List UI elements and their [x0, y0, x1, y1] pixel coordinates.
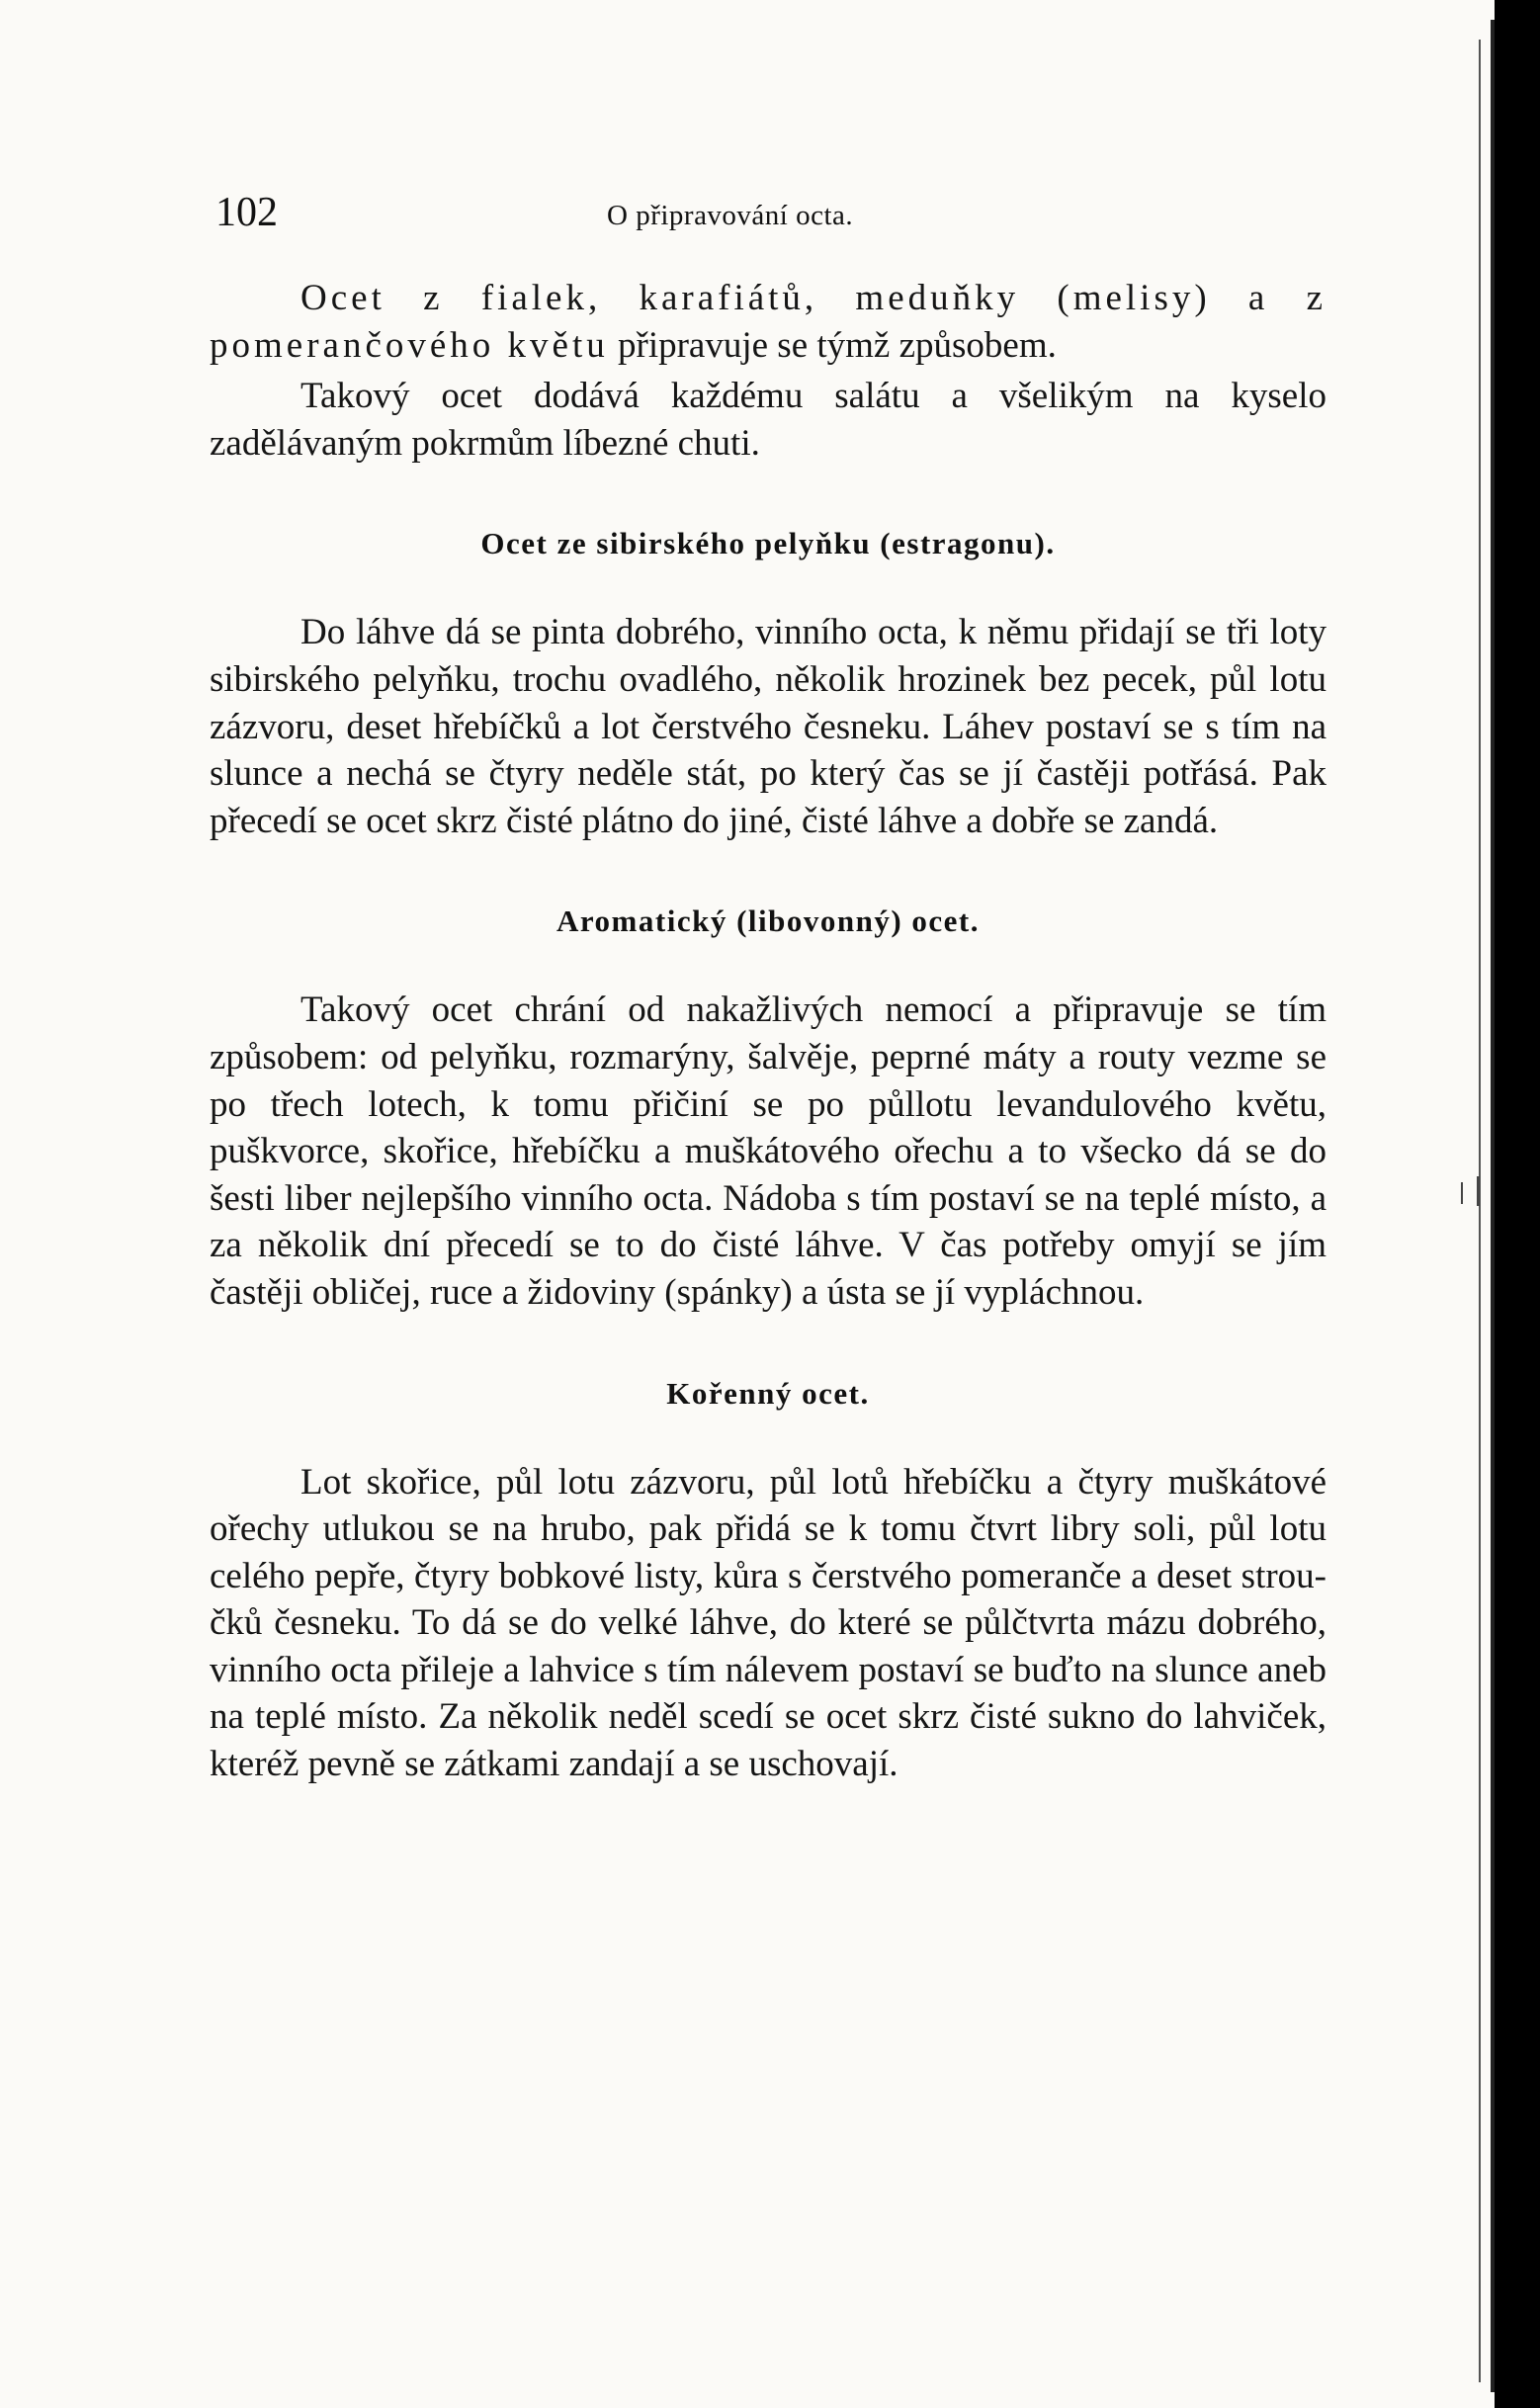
- right-margin-rule-inner: [1479, 40, 1481, 2382]
- page-body: [210, 275, 1326, 1788]
- section-title-spiced: Kořenný ocet.: [666, 1375, 870, 1411]
- section-text-aromatic: Takový ocet chrání od nakažlivých nemocí a připravuje se tím způsobem: od pelyňku, rozmarýny, šalvěje, peprné máty a routy vezme se po třech lotech, k tomu přičiní se po půllotu levandulového květu, puškvorce, skořice, hřebíčku a muškátového ořechu a to všecko dá se do šesti liber nejlepšího vinního octa. Nádoba s tím postaví se na teplé místo, a za několik dní přecedí se to do čisté láhve. V čas potřeby omyjí se jím častěji obličej, ruce a židoviny (spánky) a ústa se jí vypláchnou.: [210, 989, 1326, 1313]
- intro-paragraph: [210, 275, 1326, 369]
- running-title: O připravování octa.: [607, 200, 854, 231]
- intro-rest-text: připravuje se týmž způsobem.: [608, 324, 1057, 366]
- margin-speck: [1461, 1182, 1463, 1204]
- section-text-estragon: Do láhve dá se pinta dobrého, vinního octa, k němu přidají se tři loty sibirského pelyňku, trochu ovadlého, několik hrozinek bez pecek, půl lotu zázvoru, deset hřebíčků a lot čerstvého česneku. Láhev postaví se s tím na slunce a nechá se čtyry neděle stát, po který čas se jí častěji potřásá. Pak přecedí se ocet skrz čisté plátno do jiné, čisté láhve a dobře se zandá.: [210, 612, 1326, 841]
- section-title-aromatic: Aromatický (libovonný) ocet.: [556, 903, 981, 939]
- page-number: 102: [215, 190, 278, 235]
- section-text-spiced: Lot skořice, půl lotu zázvoru, půl lotů hřebíčku a čtyry muškátové ořechy utlukou se na hrubo, pak přidá se k tomu čtvrt libry soli, půl lotu celého pepře, čtyry bobkové listy, kůra s čerstvého pomeranče a deset stroučků česneku. To dá se do velké láhve, do které se půlčtvrta mázu dobrého, vinního octa přileje a lahvice s tím nálevem postaví se buďto na slunce aneb na teplé místo. Za několik neděl scedí se ocet skrz čisté sukno do lahviček, kteréž pevně se zátkami zandají a se uschovají.: [210, 1461, 1326, 1785]
- page-header: [210, 188, 1326, 247]
- right-margin-rule: [1491, 20, 1495, 2392]
- intro-spaced-text: Ocet z fialek, karafiátů, meduňky (melisy) a z pomerančového květu: [210, 278, 1326, 366]
- margin-speck: [1477, 1176, 1480, 1206]
- section-title-estragon: Ocet ze sibirského pelyňku (estragonu).: [480, 526, 1056, 561]
- paragraph-2: Takový ocet dodává každému salátu a všelikým na kyselo zadělávaným pokrmům líbezné chuti.: [210, 376, 1326, 464]
